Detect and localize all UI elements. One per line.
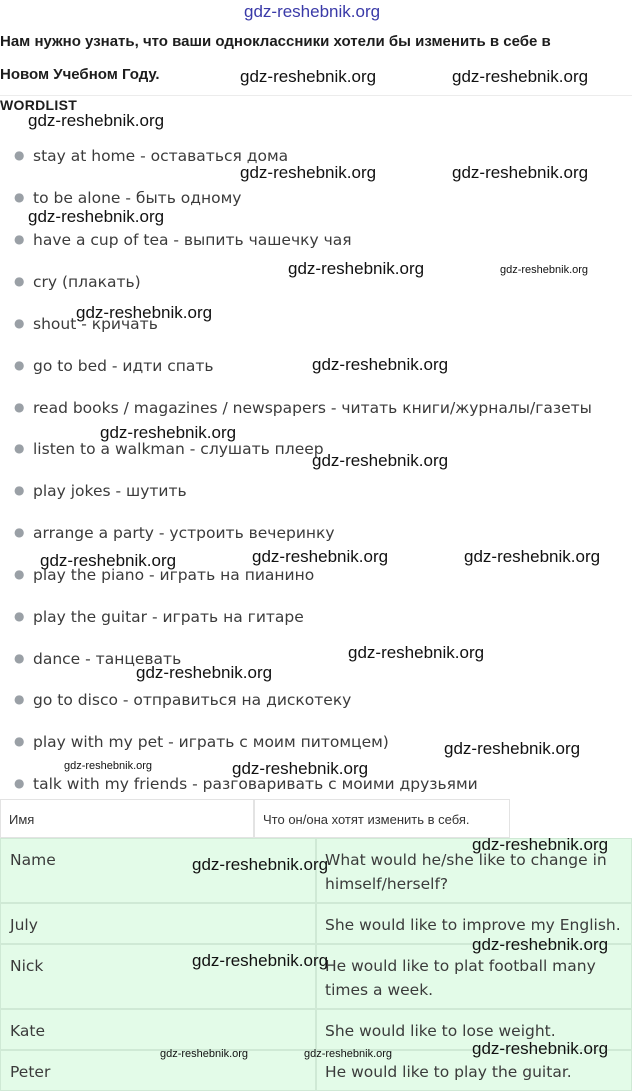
watermark: gdz-reshebnik.org bbox=[136, 663, 273, 682]
list-item: ● cry (плакать) bbox=[14, 273, 141, 291]
bullet-icon: ● bbox=[14, 148, 25, 162]
list-item: ● shout - кричать bbox=[14, 315, 158, 333]
watermark: gdz-reshebnik.org bbox=[472, 935, 609, 954]
watermark: gdz-reshebnik.org bbox=[192, 855, 329, 874]
list-item: ● arrange a party - устроить вечеринку bbox=[14, 524, 335, 542]
list-item: ● play with my pet - играть с моим питомцем) bbox=[14, 733, 389, 751]
bullet-icon: ● bbox=[14, 441, 25, 455]
list-item: ● have a cup of tea - выпить чашечку чая bbox=[14, 231, 352, 249]
bullet-icon: ● bbox=[14, 776, 25, 790]
bullet-icon: ● bbox=[14, 609, 25, 623]
site-watermark: gdz-reshebnik.org bbox=[244, 2, 381, 21]
table-cell-name: July bbox=[0, 903, 316, 944]
list-item: ● to be alone - быть одному bbox=[14, 189, 242, 207]
divider bbox=[0, 95, 632, 96]
bullet-icon: ● bbox=[14, 232, 25, 246]
watermark: gdz-reshebnik.org bbox=[472, 835, 609, 854]
watermark: gdz-reshebnik.org bbox=[192, 951, 329, 970]
list-item: ● read books / magazines / newspapers - читать книги/журналы/газеты bbox=[14, 399, 592, 417]
bullet-icon: ● bbox=[14, 400, 25, 414]
table-cell-name: Kate bbox=[0, 1009, 316, 1050]
list-item: ● play the piano - играть на пианино bbox=[14, 566, 315, 584]
wordlist-title: WORDLIST bbox=[0, 97, 78, 113]
watermark: gdz-reshebnik.org bbox=[500, 264, 589, 276]
watermark: gdz-reshebnik.org bbox=[252, 547, 389, 566]
bullet-icon: ● bbox=[14, 190, 25, 204]
watermark: gdz-reshebnik.org bbox=[472, 1039, 609, 1058]
watermark: gdz-reshebnik.org bbox=[64, 760, 153, 772]
bullet-icon: ● bbox=[14, 651, 25, 665]
watermark: gdz-reshebnik.org bbox=[452, 67, 589, 86]
table-header-change: Что он/она хотят изменить в себя. bbox=[254, 799, 510, 838]
watermark: gdz-reshebnik.org bbox=[288, 259, 425, 278]
intro-line-2: Новом Учебном Году. bbox=[0, 66, 160, 83]
table-cell-change: She would like to lose weight. bbox=[316, 1009, 632, 1050]
watermark: gdz-reshebnik.org bbox=[452, 163, 589, 182]
watermark: gdz-reshebnik.org bbox=[348, 643, 485, 662]
watermark: gdz-reshebnik.org bbox=[28, 111, 165, 130]
watermark: gdz-reshebnik.org bbox=[76, 303, 213, 322]
bullet-icon: ● bbox=[14, 316, 25, 330]
watermark: gdz-reshebnik.org bbox=[160, 1048, 249, 1060]
watermark: gdz-reshebnik.org bbox=[40, 551, 177, 570]
bullet-icon: ● bbox=[14, 483, 25, 497]
table-cell-name: Peter bbox=[0, 1050, 316, 1091]
bullet-icon: ● bbox=[14, 358, 25, 372]
watermark: gdz-reshebnik.org bbox=[304, 1048, 393, 1060]
watermark: gdz-reshebnik.org bbox=[28, 207, 165, 226]
list-item: ● go to bed - идти спать bbox=[14, 357, 214, 375]
list-item: ● go to disco - отправиться на дискотеку bbox=[14, 691, 352, 709]
bullet-icon: ● bbox=[14, 567, 25, 581]
list-item: ● stay at home - оставаться дома bbox=[14, 147, 289, 165]
table-cell-change: He would like to plat football many times a week. bbox=[316, 944, 632, 1009]
watermark: gdz-reshebnik.org bbox=[312, 355, 449, 374]
table-cell-name: Name bbox=[0, 838, 316, 903]
table-cell-change: What would he/she like to change in himself/herself? bbox=[316, 838, 632, 903]
list-item: ● play jokes - шутить bbox=[14, 482, 187, 500]
watermark: gdz-reshebnik.org bbox=[232, 759, 369, 778]
bullet-icon: ● bbox=[14, 274, 25, 288]
list-item: ● dance - танцевать bbox=[14, 650, 182, 668]
bullet-icon: ● bbox=[14, 692, 25, 706]
table-cell-name: Nick bbox=[0, 944, 316, 1009]
intro-line-1: Нам нужно узнать, что ваши одноклассники хотели бы изменить в себе в bbox=[0, 33, 551, 50]
watermark: gdz-reshebnik.org bbox=[464, 547, 601, 566]
watermark: gdz-reshebnik.org bbox=[444, 739, 581, 758]
list-item: ● talk with my friends - разговаривать с моими друзьями bbox=[14, 775, 478, 793]
watermark: gdz-reshebnik.org bbox=[100, 423, 237, 442]
list-item: ● listen to a walkman - слушать плеер bbox=[14, 440, 324, 458]
watermark: gdz-reshebnik.org bbox=[312, 451, 449, 470]
table-header-name: Имя bbox=[0, 799, 254, 838]
table-cell-change: He would like to play the guitar. bbox=[316, 1050, 632, 1091]
list-item: ● play the guitar - играть на гитаре bbox=[14, 608, 304, 626]
watermark: gdz-reshebnik.org bbox=[240, 67, 377, 86]
table-cell-change: She would like to improve my English. bbox=[316, 903, 632, 944]
bullet-icon: ● bbox=[14, 525, 25, 539]
bullet-icon: ● bbox=[14, 734, 25, 748]
watermark: gdz-reshebnik.org bbox=[240, 163, 377, 182]
